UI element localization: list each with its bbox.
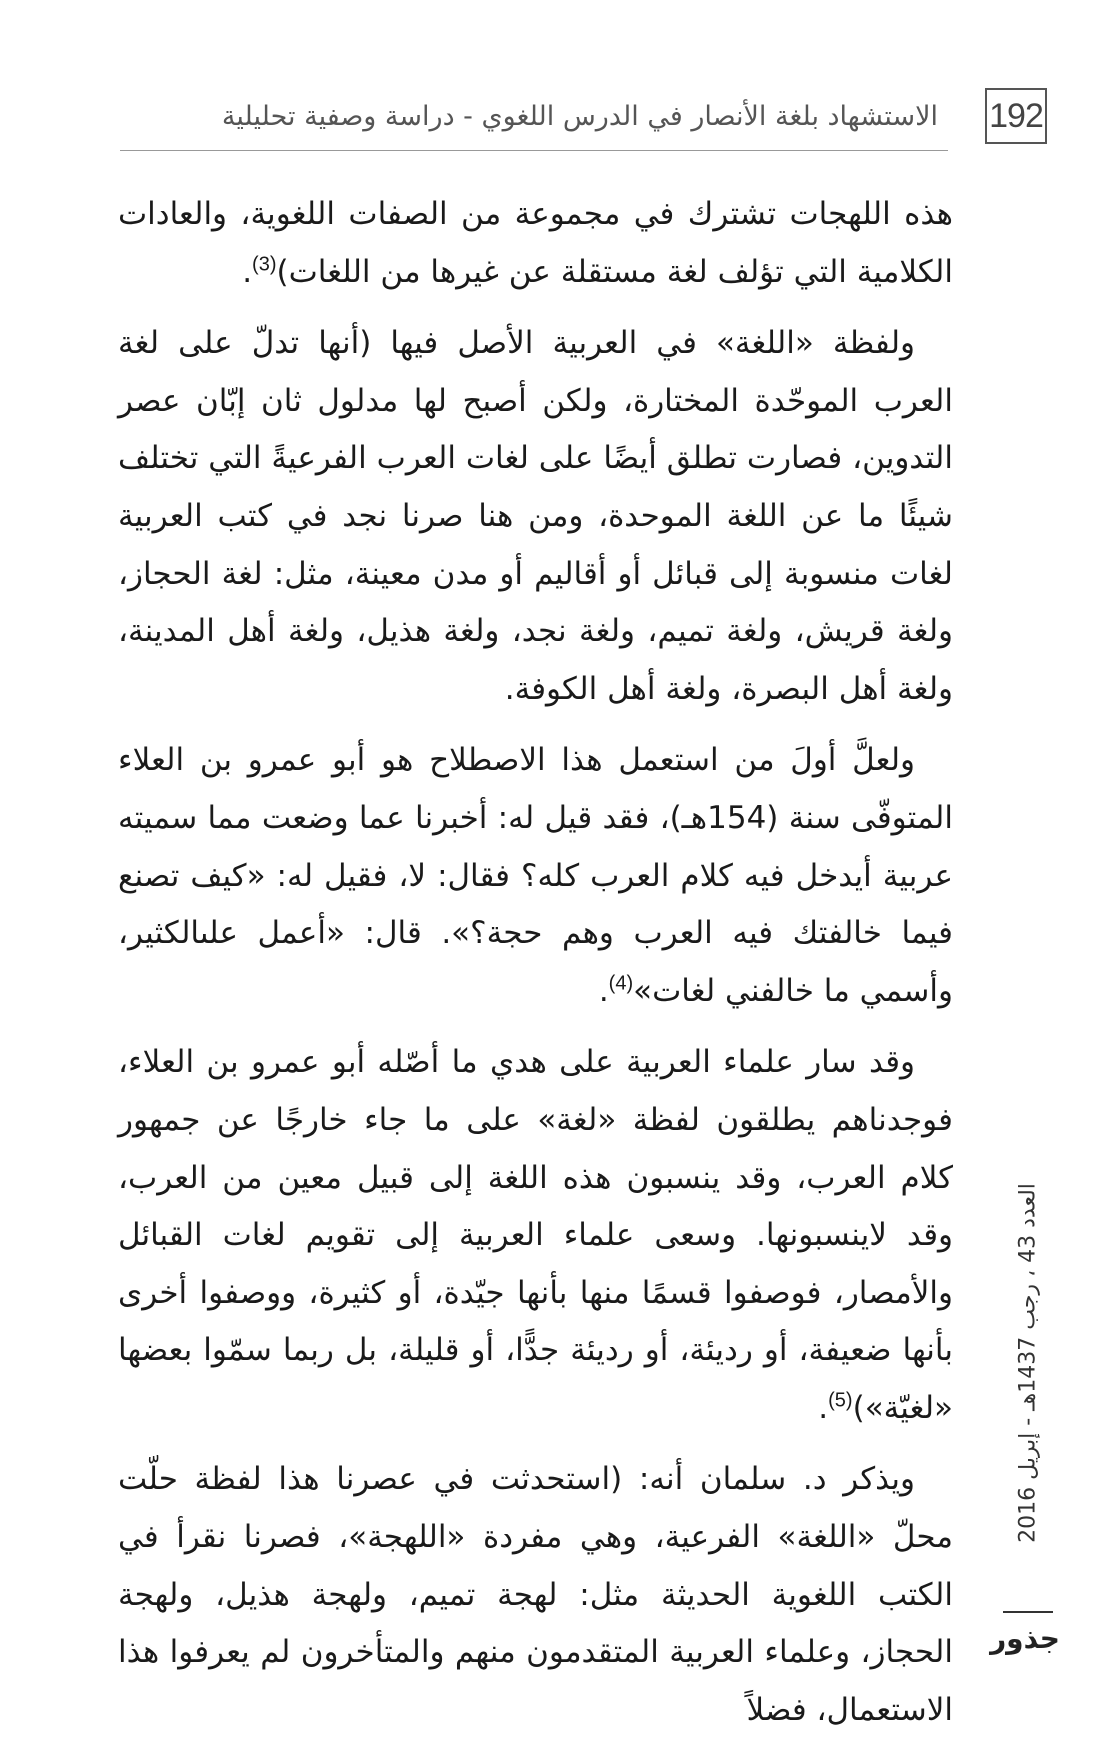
paragraph-2-text: ولفظة «اللغة» في العربية الأصل فيها (أنها تدلّ على لغة العرب الموحّدة المختارة، ولكن أصبح لها مدلول ثان إبّان عصر التدوين، فصارت تطلق أيضًا على لغات العرب الفرعيةً التي تختلف شيئًا ما عن اللغة الموحدة، ومن هنا صرنا نجد في كتب العربية لغات منسوبة إلى قبائل أو أقاليم أو مدن معينة، مثل: لغة الحجاز، ولغة قريش، ولغة تميم، ولغة نجد، ولغة هذيل، ولغة أهل المدينة، ولغة أهل البصرة، ولغة أهل الكوفة.: [118, 325, 953, 707]
paragraph-1-text: هذه اللهجات تشترك في مجموعة من الصفات اللغوية، والعادات الكلامية التي تؤلف لغة مستقلة عن غيرها من اللغات): [118, 196, 953, 290]
paragraph-4-end: .: [818, 1389, 829, 1426]
journal-issue-text: العدد 43 ، رجب 1437هـ - إبريل 2016: [1015, 1183, 1041, 1543]
paragraph-3-text: ولعلَّ أولَ من استعمل هذا الاصطلاح هو أبو عمرو بن العلاء المتوفّى سنة (154هـ)، فقد قيل له: أخبرنا عما وضعت مما سميته عربية أيدخل فيه كلام العرب كله؟ فقال: لا، فقيل له: «كيف تصنع فيما خالفتك فيه العرب وهم حجة؟». قال: «أعمل علىالكثير، وأسمي ما خالفني لغات»: [118, 742, 953, 1009]
paragraph-5: [118, 1451, 953, 1739]
paragraph-4-text: وقد سار علماء العربية على هدي ما أصّله أبو عمرو بن العلاء، فوجدناهم يطلقون لفظة «لغة» على ما جاء خارجًا عن جمهور كلام العرب، وقد ينسبون هذه اللغة إلى قبيل معين من العرب، وقد لاينسبونها. وسعى علماء العربية إلى تقويم لغات القبائل والأمصار، فوصفوا قسمًا منها بأنها جيّدة، أو كثيرة، ووصفوا أخرى بأنها ضعيفة، أو رديئة، أو رديئة جدًّا، أو قليلة، بل ربما سمّوا بعضها «لغيّة»): [118, 1044, 953, 1426]
footnote-ref-5: (5): [828, 1389, 853, 1412]
page-number: 192: [989, 96, 1043, 135]
paragraph-5-text: ويذكر د. سلمان أنه: (استحدثت في عصرنا هذا لفظة حلّت محلّ «اللغة» الفرعية، وهي مفردة «اللهجة»، فصرنا نقرأ في الكتب اللغوية الحديثة مثل: لهجة تميم، ولهجة هذيل، ولهجة الحجاز، وعلماء العربية المتقدمون منهم والمتأخرون لم يعرفوا هذا الاستعمال، فضلاً: [118, 1461, 953, 1728]
paragraph-2: [118, 315, 953, 718]
running-header-title: [120, 88, 938, 144]
paragraph-3-end: .: [598, 972, 609, 1009]
body-text: [118, 186, 953, 1728]
paragraph-3: [118, 732, 953, 1020]
paragraph-1-end: .: [242, 253, 253, 290]
header-rule: [120, 150, 948, 151]
side-rule: [1003, 1611, 1053, 1613]
footnote-ref-4: (4): [608, 972, 634, 995]
page-number-box: [985, 88, 1047, 144]
paragraph-4: [118, 1034, 953, 1437]
header-title-text: الاستشهاد بلغة الأنصار في الدرس اللغوي - دراسة وصفية تحليلية: [221, 100, 938, 132]
paragraph-1: [118, 186, 953, 301]
footnote-ref-3: (3): [252, 253, 277, 276]
journal-logo: جذور: [990, 1621, 1060, 1655]
journal-side-info: [1010, 1133, 1046, 1593]
